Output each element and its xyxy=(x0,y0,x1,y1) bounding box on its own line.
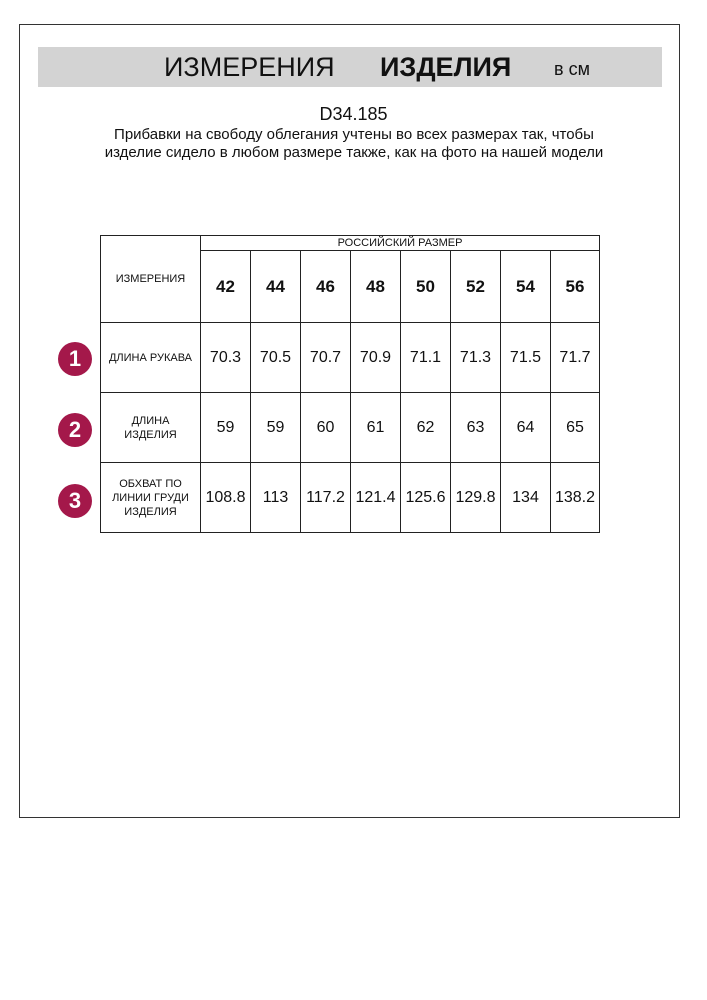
table-cell: 59 xyxy=(201,393,251,463)
table-cell: 70.9 xyxy=(351,323,401,393)
size-group-header: РОССИЙСКИЙ РАЗМЕР xyxy=(201,236,600,251)
unit-label: в см xyxy=(554,59,590,79)
table-cell: 138.2 xyxy=(551,463,600,533)
size-header: 50 xyxy=(401,251,451,323)
table-cell: 71.7 xyxy=(551,323,600,393)
size-header: 56 xyxy=(551,251,600,323)
table-cell: 70.7 xyxy=(301,323,351,393)
corner-label: ИЗМЕРЕНИЯ xyxy=(101,236,201,323)
table-cell: 71.3 xyxy=(451,323,501,393)
row-label-sleeve: ДЛИНА РУКАВА xyxy=(101,323,201,393)
table-cell: 121.4 xyxy=(351,463,401,533)
table-cell: 117.2 xyxy=(301,463,351,533)
table-cell: 71.1 xyxy=(401,323,451,393)
table-cell: 70.5 xyxy=(251,323,301,393)
table-cell: 64 xyxy=(501,393,551,463)
row-label-length: ДЛИНА ИЗДЕЛИЯ xyxy=(101,393,201,463)
table-cell: 59 xyxy=(251,393,301,463)
title-garment: ИЗДЕЛИЯ xyxy=(380,52,512,82)
badge-1: 1 xyxy=(58,342,92,376)
table-cell: 70.3 xyxy=(201,323,251,393)
table-cell: 134 xyxy=(501,463,551,533)
table-row xyxy=(101,393,600,463)
row-label-chest: ОБХВАТ ПО ЛИНИИ ГРУДИ ИЗДЕЛИЯ xyxy=(101,463,201,533)
table-cell: 129.8 xyxy=(451,463,501,533)
table-row xyxy=(101,463,600,533)
table-cell: 61 xyxy=(351,393,401,463)
badge-3: 3 xyxy=(58,484,92,518)
article-number: D34.185 xyxy=(319,104,388,124)
table-cell: 65 xyxy=(551,393,600,463)
table-cell: 71.5 xyxy=(501,323,551,393)
size-header: 48 xyxy=(351,251,401,323)
size-header: 52 xyxy=(451,251,501,323)
badge-2: 2 xyxy=(58,413,92,447)
table-cell: 62 xyxy=(401,393,451,463)
table-row xyxy=(101,323,600,393)
size-header: 46 xyxy=(301,251,351,323)
size-header: 44 xyxy=(251,251,301,323)
table-cell: 63 xyxy=(451,393,501,463)
fit-note: Прибавки на свободу облегания учтены во всех размерах так, чтобы изделие сидело в любом размере также, как на фото на нашей модели xyxy=(104,126,604,161)
table-cell: 108.8 xyxy=(201,463,251,533)
table-cell: 60 xyxy=(301,393,351,463)
size-table xyxy=(100,235,600,533)
size-header: 54 xyxy=(501,251,551,323)
size-header: 42 xyxy=(201,251,251,323)
table-cell: 113 xyxy=(251,463,301,533)
title-measurements: ИЗМЕРЕНИЯ xyxy=(164,52,335,82)
table-cell: 125.6 xyxy=(401,463,451,533)
